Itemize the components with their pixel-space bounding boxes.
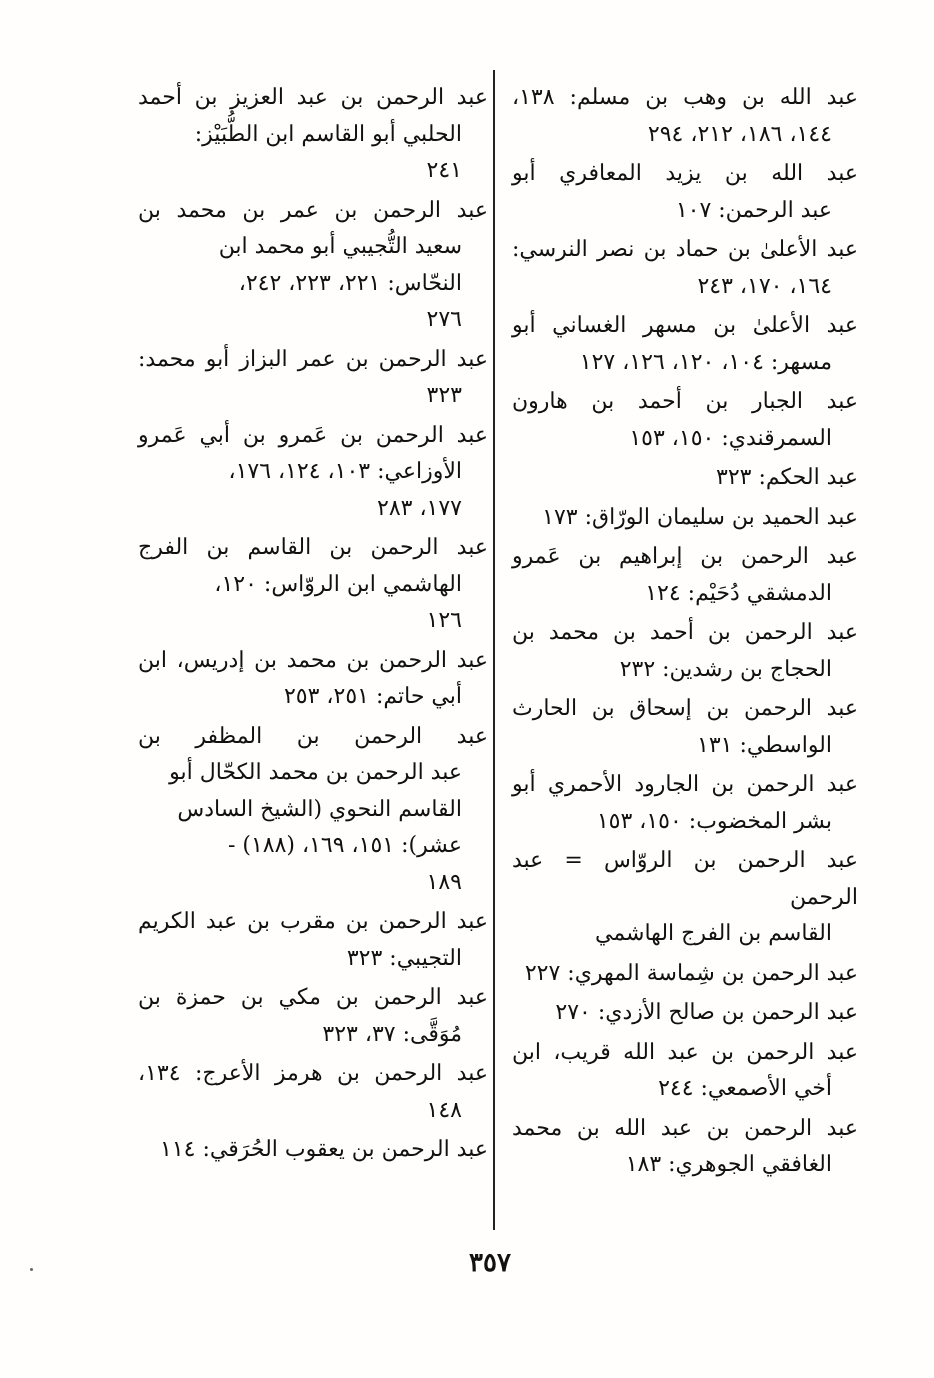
index-entry-heading: عبد الرحمن بن هرمز الأعرج: ١٣٤،: [138, 1061, 488, 1086]
index-entry-continuation: ١٤٨: [426, 1097, 462, 1123]
index-entry-continuation: الأوزاعي: ١٠٣، ١٢٤، ١٧٦،: [228, 459, 462, 484]
index-entry-continuation: الهاشمي ابن الروّاس: ١٢٠،: [214, 571, 462, 597]
index-entry-heading: عبد الرحمن بن عمر بن محمد بن: [138, 197, 488, 223]
index-entry: [138, 980, 488, 1053]
index-entry-continuation: الدمشقي دُحَيْم: ١٢٤: [645, 580, 832, 606]
index-entry-heading: عبد الرحمن بن عبد الله قريب، ابن: [512, 1039, 858, 1065]
index-entry-heading: عبد الرحمن بن عَمرو بن أبي عَمرو: [138, 422, 488, 448]
index-entry: [138, 418, 488, 528]
index-entry: [512, 539, 858, 612]
index-entry-heading: عبد الرحمن بن يعقوب الحُرَقي: ١١٤: [160, 1137, 488, 1162]
index-entry-heading: عبد الله بن يزيد المعافري أبو: [512, 161, 858, 186]
index-entry-continuation: ٣٢٣: [426, 383, 462, 408]
index-entry-continuation: ٢٤١: [426, 158, 462, 183]
index-entry: [138, 719, 488, 902]
index-entry-heading: عبد الجبار بن أحمد بن هارون: [512, 389, 858, 414]
index-entry-continuation: ١٧٧، ٢٨٣: [377, 495, 462, 521]
index-entry-continuation: عشر): ١٥١، ١٦٩، (١٨٨) -: [227, 833, 462, 858]
index-entry-heading: عبد الرحمن بن إسحاق بن الحارث: [512, 696, 858, 721]
index-entry-heading: عبد الرحمن بن المظفر بن: [138, 723, 488, 749]
index-entry-heading: عبد الحكم: ٣٢٣: [716, 465, 858, 490]
index-entry: [138, 193, 488, 339]
index-entry-continuation: الحلبي أبو القاسم ابن الطُّبَيْز:: [194, 121, 462, 147]
index-entry: [138, 342, 488, 415]
index-entry-heading: عبد الحميد بن سليمان الورّاق: ١٧٣: [542, 504, 858, 530]
index-entry-continuation: ٢٧٦: [426, 307, 462, 332]
index-entry-heading: عبد الأعلىٰ بن مسهر الغساني أبو: [512, 313, 858, 338]
index-entry-heading: عبد الرحمن بن إبراهيم بن عَمرو: [512, 544, 858, 569]
index-entry-continuation: عبد الرحمن: ١٠٧: [675, 197, 832, 223]
index-entry-heading: عبد الله بن وهب بن مسلم: ١٣٨،: [512, 85, 858, 110]
index-entry-heading: عبد الرحمن بن مقرب بن عبد الكريم: [138, 909, 488, 934]
index-entry-heading: عبد الأعلىٰ بن حماد بن نصر النرسي:: [512, 237, 858, 262]
index-entry-continuation: أبي حاتم: ٢٥١، ٢٥٣: [283, 684, 462, 709]
index-entry-heading: عبد الرحمن بن عبد الله بن محمد: [512, 1115, 858, 1141]
index-entry-heading: عبد الرحمن بن عمر البزاز أبو محمد:: [138, 346, 488, 372]
index-entry: [512, 384, 858, 457]
index-entry-heading: عبد الرحمن بن الروّاس = عبد الرحمن: [512, 848, 858, 910]
index-entry-continuation: مسهر: ١٠٤، ١٢٠، ١٢٦، ١٢٧: [579, 349, 832, 375]
index-entry-heading: عبد الرحمن بن صالح الأزدي: ٢٧٠: [555, 1000, 858, 1025]
index-entry-continuation: ١٢٦: [426, 608, 462, 633]
index-entry: [512, 767, 858, 840]
index-entry-continuation: مُوَقَّى: ٣٧، ٣٢٣: [322, 1021, 462, 1047]
page-number: ٣٥٧: [469, 1248, 511, 1278]
index-entry-continuation: السمرقندي: ١٥٠، ١٥٣: [629, 425, 832, 451]
index-entry-continuation: الحجاج بن رشدين: ٢٣٢: [619, 656, 832, 682]
column-divider: [493, 70, 495, 1230]
index-entry-heading: عبد الرحمن بن الجارود الأحمري أبو: [512, 772, 858, 797]
index-entry: [512, 843, 858, 953]
index-entry: [512, 956, 858, 993]
index-entry: [512, 1035, 858, 1108]
index-entry-continuation: ١٨٩: [426, 869, 462, 895]
index-entry: [138, 80, 488, 190]
index-entry-heading: عبد الرحمن بن عبد العزيز بن أحمد: [138, 85, 488, 110]
index-entry-heading: عبد الرحمن بن شِماسة المهري: ٢٢٧: [524, 960, 858, 986]
index-entry-heading: عبد الرحمن بن مكي بن حمزة بن: [138, 985, 488, 1010]
margin-speck: [30, 1268, 33, 1271]
index-entry-continuation: بشر المخضوب: ١٥٠، ١٥٣: [596, 808, 832, 834]
index-entry-heading: عبد الرحمن بن أحمد بن محمد بن: [512, 620, 858, 645]
index-entry-continuation: ١٦٤، ١٧٠، ٢٤٣: [697, 273, 832, 299]
index-entry-continuation: ١٤٤، ١٨٦، ٢١٢، ٢٩٤: [647, 121, 832, 147]
index-entry: [138, 904, 488, 977]
index-entry: [138, 1056, 488, 1129]
index-column-right: [512, 80, 858, 1187]
index-entry-continuation: القاسم بن الفرج الهاشمي: [594, 921, 832, 946]
index-entry: [512, 995, 858, 1032]
index-entry-continuation: القاسم النحوي (الشيخ السادس: [177, 796, 462, 822]
index-entry: [512, 156, 858, 229]
index-entry: [512, 615, 858, 688]
index-entry: [512, 500, 858, 537]
index-column-left: [138, 80, 488, 1172]
index-entry: [138, 1132, 488, 1169]
index-entry-continuation: أخي الأصمعي: ٢٤٤: [658, 1076, 832, 1101]
index-entry-heading: عبد الرحمن بن محمد بن إدريس، ابن: [138, 647, 488, 673]
index-entry: [512, 460, 858, 497]
index-entry-continuation: عبد الرحمن بن محمد الكحّال أبو: [169, 760, 462, 785]
index-entry: [138, 530, 488, 640]
index-entry-continuation: الواسطي: ١٣١: [697, 732, 832, 758]
index-entry-heading: عبد الرحمن بن القاسم بن الفرج: [138, 535, 488, 560]
index-entry: [512, 232, 858, 305]
index-entry: [512, 691, 858, 764]
index-entry: [512, 80, 858, 153]
index-entry: [512, 308, 858, 381]
index-entry-continuation: التجيبي: ٣٢٣: [346, 945, 462, 971]
index-entry: [138, 643, 488, 716]
index-entry: [512, 1111, 858, 1184]
index-entry-continuation: النحّاس: ٢٢١، ٢٢٣، ٢٤٢،: [238, 270, 462, 296]
index-entry-continuation: الغافقي الجوهري: ١٨٣: [625, 1152, 832, 1177]
index-entry-continuation: سعيد التُّجيبي أبو محمد ابن: [218, 234, 462, 259]
